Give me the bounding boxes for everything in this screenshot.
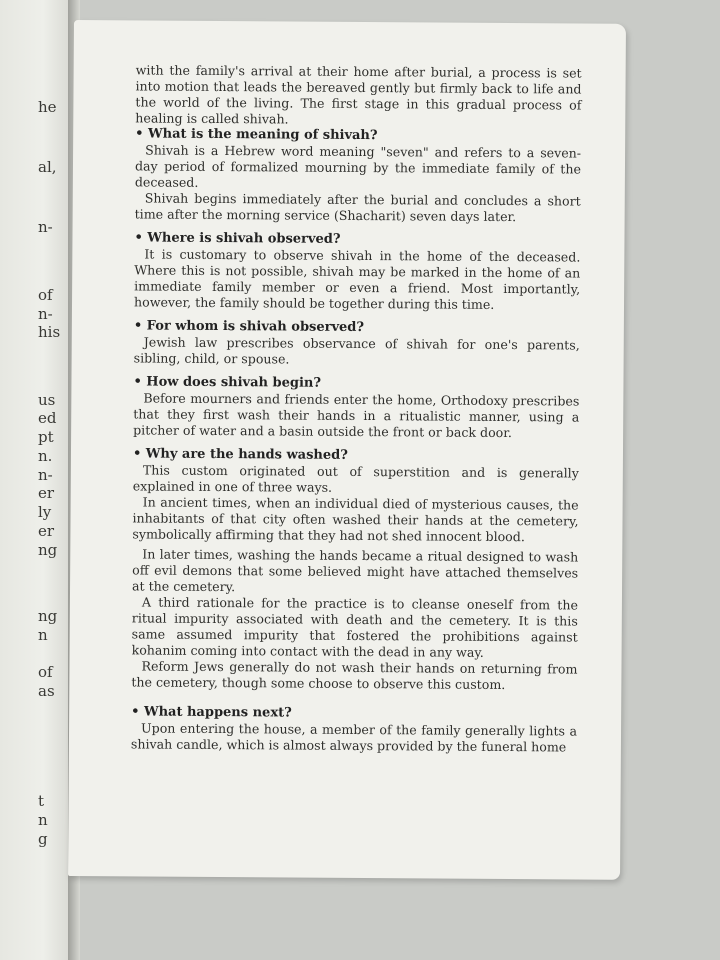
left-page-fragment: g [38,830,48,848]
left-page-fragment: al, [38,158,57,176]
left-page-fragment: of [38,286,53,304]
left-page-fragment: n- [38,218,53,236]
left-page-fragment: n [38,626,48,644]
left-page-fragment: his [38,323,61,341]
left-page-fragment: us [38,391,56,409]
question-heading: • How does shivah begin? [133,374,322,391]
answer-paragraph: It is customary to observe shivah in the home of the deceased. Where this is not possible, shivah may be marked in the home of an immediate family member or even a friend. Most importantly, however, the family should be together during this time. [133,246,581,312]
question-heading: • For whom is shivah observed? [133,318,365,336]
answer-paragraph: A third rationale for the practice is to cleanse oneself from the ritual impurity associated with death and the cemetery. It is this same assumed impurity that fostered the prohibitions against kohanim coming into contact with the dead in any way. [131,594,578,660]
left-page-fragment: er [38,522,55,540]
answer-paragraph: Reform Jews generally do not wash their hands on returning from the cemetery, though some choose to observe this custom. [131,658,578,693]
previous-page [0,0,72,960]
answer-paragraph: Shivah begins immediately after the burial and concludes a short time after the morning service (Shacharit) seven days later. [134,190,581,225]
answer-paragraph: Shivah is a Hebrew word meaning "seven" and refers to a seven-day period of formalized mourning by the immediate family of the deceased. [134,142,582,190]
left-page-fragment: er [38,484,55,502]
answer-paragraph: Jewish law prescribes observance of shivah for one's parents, sibling, child, or spouse. [133,334,580,367]
left-page-fragment: ng [38,607,58,625]
booklet-page [68,20,626,880]
left-page-fragment: ed [38,409,57,427]
left-page-fragment: t [38,792,45,810]
answer-paragraph: Before mourners and friends enter the home, Orthodoxy prescribes that they first wash their hands in a ritualistic manner, using a pitcher of water and a basin outside the front or back door. [133,390,580,441]
left-page-fragment: as [38,682,55,700]
intro-paragraph: with the family's arrival at their home after burial, a process is set into motion that leads the bereaved gently but firmly back to life and the world of the living. The first stage in this gradual process of healing is called shivah. [135,62,582,127]
question-heading: • Where is shivah observed? [134,230,341,247]
left-page-fragment: ly [38,503,52,521]
answer-paragraph: Upon entering the house, a member of the family generally lights a shivah candle, which is almost always provided by the funeral home [130,720,578,755]
question-heading: • What happens next? [131,704,292,721]
left-page-fragment: n. [38,447,53,465]
left-page-fragment: he [38,98,57,116]
left-page-fragment: pt [38,428,54,446]
question-heading: • Why are the hands washed? [132,446,348,463]
question-heading: • What is the meaning of shivah? [135,126,378,144]
answer-paragraph: In ancient times, when an individual died of mysterious causes, the inhabitants of that city often washed their hands at the cemetery, symbolically affirming that they had not shed innocent blood. [132,494,579,545]
left-page-fragment: n- [38,305,53,323]
answer-paragraph: In later times, washing the hands became a ritual designed to wash off evil demons that some believed might have attached themselves at the cemetery. [131,546,579,595]
left-page-fragment: of [38,663,53,681]
page-text [131,62,582,755]
answer-paragraph: This custom originated out of superstition and is generally explained in one of three ways. [132,462,579,495]
left-page-fragment: ng [38,541,58,559]
left-page-fragment: n [38,811,48,829]
left-page-fragment: n- [38,466,53,484]
